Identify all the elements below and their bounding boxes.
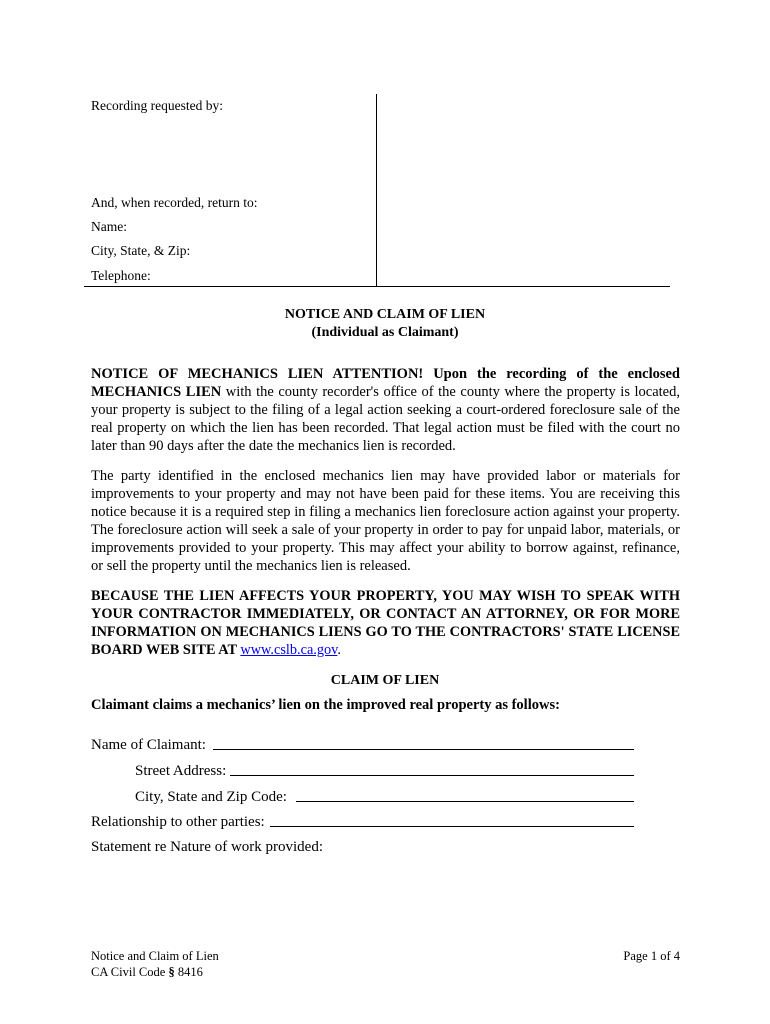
footer-civil-code bbox=[91, 964, 203, 980]
name-of-claimant-label: Name of Claimant: bbox=[91, 737, 206, 753]
statement-label: Statement re Nature of work provided: bbox=[91, 839, 324, 855]
recording-requested-by-label: Recording requested by: bbox=[91, 98, 223, 113]
footer-section-symbol: § bbox=[168, 965, 175, 979]
street-address-label: Street Address: bbox=[135, 763, 227, 779]
telephone-label: Telephone: bbox=[91, 268, 151, 283]
city-state-zip-code-label: City, State and Zip Code: bbox=[135, 789, 287, 805]
notice-paragraph bbox=[91, 365, 680, 455]
city-state-zip-code-line[interactable] bbox=[296, 801, 634, 802]
notice-bold-lead: NOTICE OF MECHANICS LIEN ATTENTION! Upon the recording of the enclosed MECHANICS LIEN bbox=[91, 366, 680, 400]
warning-paragraph bbox=[91, 587, 680, 659]
return-to-label: And, when recorded, return to: bbox=[91, 195, 258, 210]
footer-doc-title: Notice and Claim of Lien bbox=[91, 949, 219, 963]
notice-body: with the county recorder's office of the county where the property is located, your property is subject to the filing of a legal action seeking a court-ordered foreclosure sale of the real property on which the lien has been recorded. That legal action must be filed with the court no later than 90 days after the date the mechanics lien is recorded. bbox=[91, 384, 680, 454]
city-state-zip-label: City, State, & Zip: bbox=[91, 243, 191, 258]
name-label: Name: bbox=[91, 219, 127, 234]
cslb-link[interactable]: www.cslb.ca.gov bbox=[240, 642, 338, 658]
document-subtitle: (Individual as Claimant) bbox=[311, 325, 459, 340]
warning-end: . bbox=[337, 642, 341, 658]
recording-box-bottom-rule bbox=[84, 286, 670, 287]
footer-code-number: 8416 bbox=[174, 965, 203, 979]
party-paragraph: The party identified in the enclosed mechanics lien may have provided labor or materials for improvements to your property and may not have been paid for these items. You are receiving this notice because it is a required step in filing a mechanics lien foreclosure action against your property. The foreclosure action will seek a sale of your property in order to pay for unpaid labor, materials, or improvements provided to your property. This may affect your ability to borrow against, refinance, or sell the property until the mechanics lien is released. bbox=[91, 468, 680, 574]
footer-page-number: Page 1 of 4 bbox=[623, 949, 680, 963]
recording-box-divider bbox=[376, 94, 377, 286]
footer-code-prefix: CA Civil Code bbox=[91, 965, 169, 979]
name-of-claimant-line[interactable] bbox=[213, 749, 634, 750]
warning-text: BECAUSE THE LIEN AFFECTS YOUR PROPERTY, YOU MAY WISH TO SPEAK WITH YOUR CONTRACTOR IMMEDIATELY, OR CONTACT AN ATTORNEY, OR FOR MORE INFORMATION ON MECHANICS LIENS GO TO THE CONTRACTORS' STATE LICENSE BOARD WEB SITE AT bbox=[91, 588, 680, 658]
claim-intro: Claimant claims a mechanics’ lien on the improved real property as follows: bbox=[91, 697, 560, 713]
street-address-line[interactable] bbox=[230, 775, 634, 776]
claim-heading: CLAIM OF LIEN bbox=[330, 673, 440, 688]
relationship-line[interactable] bbox=[270, 826, 634, 827]
relationship-label: Relationship to other parties: bbox=[91, 814, 265, 830]
document-title: NOTICE AND CLAIM OF LIEN bbox=[284, 307, 486, 322]
